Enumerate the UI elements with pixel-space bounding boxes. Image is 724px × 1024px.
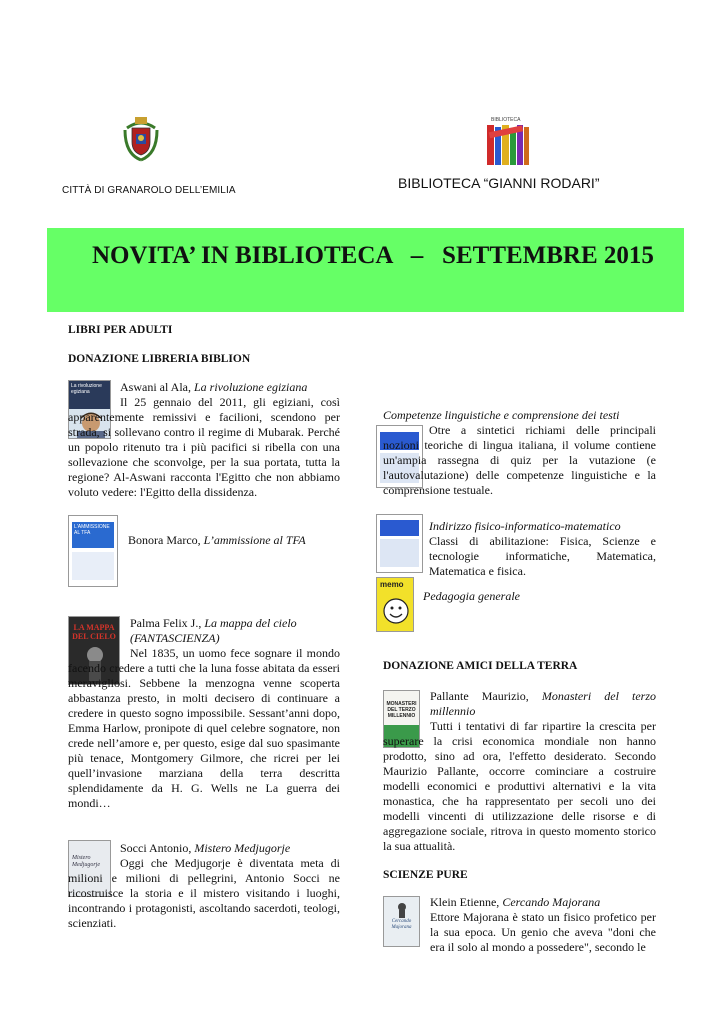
book-description-fisico: Classi di abilitazione: Fisica, Scienze e tecnologie informatiche, Matematica, Matematica e fisica. [429,534,656,578]
book-genre: (FANTASCIENZA) [130,631,220,645]
library-name: BIBLIOTECA “GIANNI RODARI” [398,175,600,191]
book-author: Bonora Marco, [128,533,204,547]
book-title-line [130,616,340,646]
svg-text:BIBLIOTECA: BIBLIOTECA [491,117,521,123]
book-description-monasteri: Tutti i tentativi di far ripartire la crescita per superare la crisi economica mondiale non hanno prodotto, sino ad ora, l'effetto desiderato. Secondo Maurizio Pallante, occorre cominciare a costruire modelli economici e produttivi alternativi e la vita monastica, che ha rappresentato per secoli uno dei modelli vincenti di utilizzazione delle risorse e di aggregazione sociale, ritrova in questo momento storico la sua attualità. [383,719,656,853]
cover-title: LA MAPPA DEL CIELO [72,623,116,641]
cover-title: MONASTERI DEL TERZO MILLENNIO [386,701,417,719]
city-name: CITTÀ DI GRANAROLO DELL’EMILIA [62,185,236,196]
book-author: Socci Antonio, [120,841,195,855]
book-title-line [120,380,340,395]
book-description-majorana: Ettore Majorana è stato un fisico profetico per la sua epoca. Un genio che aveva "doni che era il solo al mondo a possedere", secondo le [430,910,656,954]
book-title: Monasteri del terzo millennio [430,689,656,718]
book-title-line [430,689,656,719]
book-title: La rivoluzione egiziana [194,380,308,394]
book-author: Palma Felix J., [130,616,205,630]
section-title-adults: LIBRI PER ADULTI [68,324,173,336]
book-description-mappa: Nel 1835, un uomo fece sognare il mondo facendo credere a tutti che la luna fosse abitata da esseri meravigliosi. Sebbene la menzogna venne scoperta abbastanza presto, in molti decisero di continuare a credere in questo sogno impossibile. Sessant’anni dopo, Emma Harlow, pronipote di quel celebre sognatore, non crede nell’amore e, per questo, esige dal suo spasimante più tenace, Montgomery Gilmore, che ricrei per lei quell’invasione marziana della terra descritta splendidamente da H. G. Wells ne La guerra dei mondi… [68,646,340,810]
municipal-crest-icon [121,114,161,164]
subsection-title-biblion: DONAZIONE LIBRERIA BIBLION [68,353,251,365]
library-logo-icon [485,113,531,167]
book-title: L’ammissione al TFA [203,533,306,547]
book-title-line [128,533,340,548]
book-title: Indirizzo fisico-informatico-matematico [429,519,621,533]
book-author: Pallante Maurizio, [430,689,542,703]
book-cover-fisico [376,514,423,573]
book-description-rivoluzione: Il 25 gennaio del 2011, gli egiziani, così apparentemente remissivi e facilioni, scendono per strada, si sollevano contro il regime di Mubarak. Perché un popolo ritenuto tra i più pacifici si ribella con una sollevazione che sconvolge, per la sua portata, tutta la regione? Al-Aswani racconta l'Egitto che non abbiamo voluto vedere: l'Egitto della dissidenza. [68,395,340,499]
book-author: Aswani al Ala, [120,380,194,394]
book-description-competenze: Otre a sintetici richiami delle principali nozioni teoriche di lingua italiana, il volume contiene un'ampia rassegna di quiz per la vutazione (e l'autovalutazione) delle competenze linguistiche e la comprensione testuale. [383,423,656,497]
cover-title: Cercando Majorana [391,919,412,930]
book-title: Cercando Majorana [502,895,601,909]
section-title-amici-terra: DONAZIONE AMICI DELLA TERRA [383,660,578,672]
cover-title: Mistero Medjugorje [72,855,100,868]
cover-title: L'AMMISSIONE AL TFA [72,522,114,548]
book-cover-tfa [68,515,118,587]
page-title: NOVITA’ IN BIBLIOTECA – SETTEMBRE 2015 [92,242,654,269]
book-cover-pedagogia [376,577,414,632]
book-description-medjugorje: Oggi che Medjugorje è diventata meta di milioni e milioni di pellegrini, Antonio Socci ne ricostruisce la storia e il mistero visitando i luoghi, incontrando i protagonisti, ascoltando sacerdoti, teologi, scienziati. [68,856,340,930]
book-title-line [120,841,340,856]
book-title: Competenze linguistiche e comprensione dei testi [383,408,620,422]
cover-title: memo [380,580,404,589]
title-banner [47,228,684,312]
book-title-line [430,895,656,910]
cover-title: La rivoluzione egiziana [69,381,110,409]
book-title: Mistero Medjugorje [194,841,291,855]
section-title-scienze-pure: SCIENZE PURE [383,869,468,881]
book-title: Pedagogia generale [423,589,520,603]
book-title: La mappa del cielo [204,616,297,630]
book-cover-majorana [383,896,420,947]
book-author: Klein Etienne, [430,895,503,909]
